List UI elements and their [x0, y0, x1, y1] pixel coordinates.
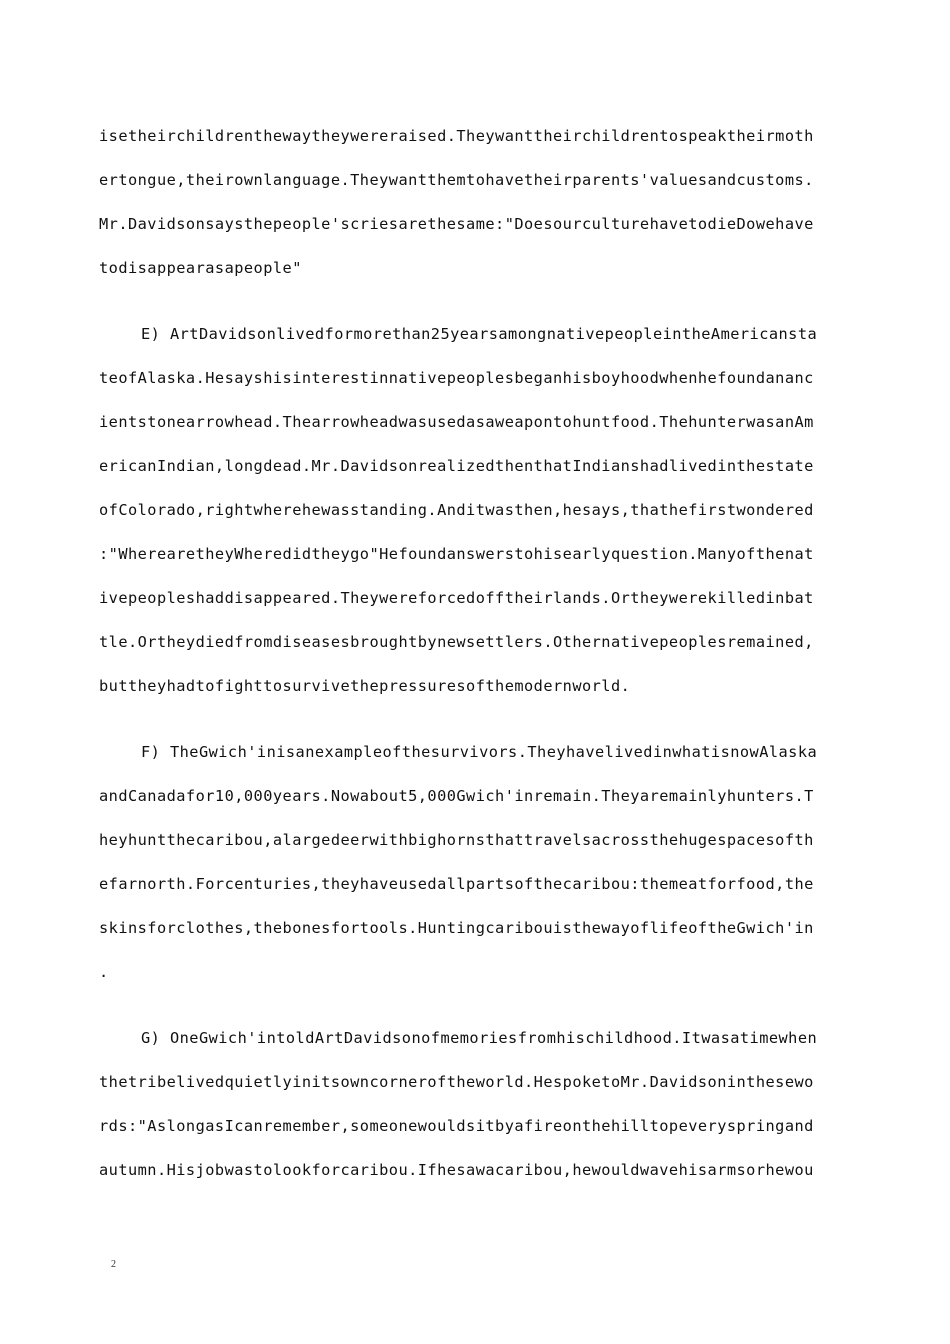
- text-line: :"WherearetheyWheredidtheygo"Hefoundanswerstohisearlyquestion.Manyofthenat: [99, 545, 814, 563]
- text-line: E) ArtDavidsonlivedformorethan25yearsamongnativepeopleintheAmericansta: [141, 325, 818, 343]
- text-line: ertongue,theirownlanguage.Theywantthemtohavetheirparents'valuesandcustoms.: [99, 171, 814, 189]
- text-line: thetribelivedquietlyinitsowncorneroftheworld.HespoketoMr.Davidsoninthesewo: [99, 1073, 814, 1091]
- text-line: F) TheGwich'inisanexampleofthesurvivors.TheyhavelivedinwhatisnowAlaska: [141, 743, 818, 761]
- text-line: ericanIndian,longdead.Mr.DavidsonrealizedthenthatIndianshadlivedinthestate: [99, 457, 814, 475]
- text-line: andCanadafor10,000years.Nowabout5,000Gwich'inremain.Theyaremainlyhunters.T: [99, 787, 814, 805]
- text-line: ientstonearrowhead.Thearrowheadwasusedasaweapontohuntfood.ThehunterwasanAm: [99, 413, 814, 431]
- text-line: .: [99, 963, 109, 981]
- text-line: isetheirchildrenthewaytheywereraised.Theywanttheirchildrentospeaktheirmoth: [99, 127, 814, 145]
- text-line: efarnorth.Forcenturies,theyhaveusedallpartsofthecaribou:themeatforfood,the: [99, 875, 814, 893]
- text-line: teofAlaska.Hesayshisinterestinnativepeoplesbeganhisboyhoodwhenhefoundananc: [99, 369, 814, 387]
- text-line: tle.Ortheydiedfromdiseasesbroughtbynewsettlers.Othernativepeoplesremained,: [99, 633, 814, 651]
- text-line: rds:"AslongasIcanremember,someonewouldsitbyafireonthehilltopeveryspringand: [99, 1117, 814, 1135]
- page-number: 2: [111, 1259, 116, 1270]
- text-line: Mr.Davidsonsaysthepeople'scriesarethesame:"DoesourculturehavetodieDowehave: [99, 215, 814, 233]
- text-line: G) OneGwich'intoldArtDavidsonofmemoriesfromhischildhood.Itwasatimewhen: [141, 1029, 818, 1047]
- text-line: ivepeopleshaddisappeared.Theywereforcedofftheirlands.Ortheywerekilledinbat: [99, 589, 814, 607]
- text-line: buttheyhadtofighttosurvivethepressuresofthemodernworld.: [99, 677, 631, 695]
- text-line: autumn.Hisjobwastolookforcaribou.Ifhesawacaribou,hewouldwavehisarmsorhewou: [99, 1161, 814, 1179]
- text-line: ofColorado,rightwherehewasstanding.Anditwasthen,hesays,thathefirstwondered: [99, 501, 814, 519]
- text-line: skinsforclothes,thebonesfortools.HuntingcaribouisthewayoflifeoftheGwich'in: [99, 919, 814, 937]
- text-line: heyhuntthecaribou,alargedeerwithbighornsthattravelsacrossthehugespacesofth: [99, 831, 814, 849]
- text-line: todisappearasapeople": [99, 259, 302, 277]
